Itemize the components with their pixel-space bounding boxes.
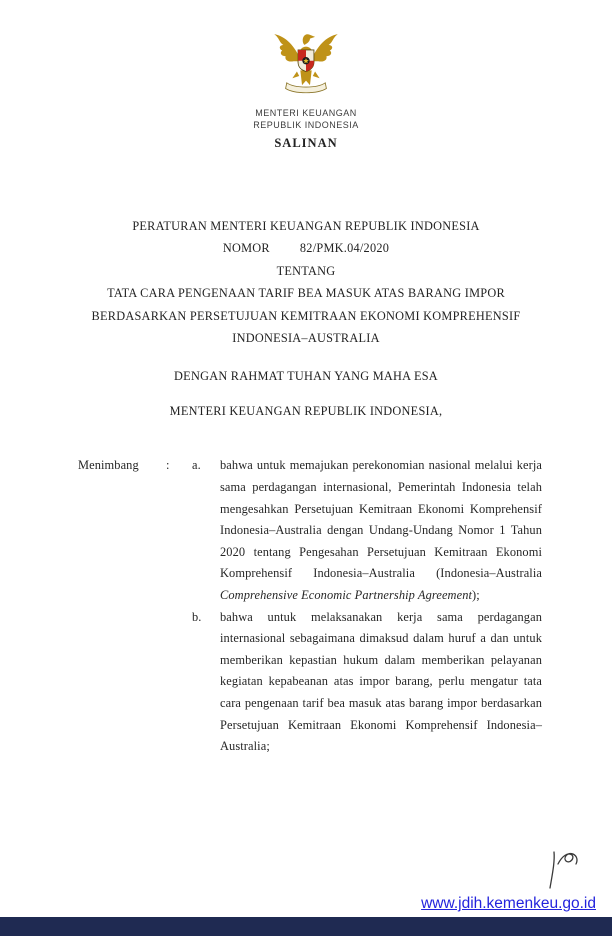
menimbang-label: Menimbang (78, 458, 139, 473)
nomor-value: 82/PMK.04/2020 (299, 241, 390, 256)
tentang-label: TENTANG (276, 263, 336, 278)
ministry-line1: MENTERI KEUANGAN (255, 108, 357, 118)
regulation-number-line (0, 237, 612, 259)
item-marker: a. (192, 458, 201, 473)
menimbang-colon: : (166, 458, 170, 473)
item-text (220, 607, 542, 758)
salinan-label: SALINAN (274, 136, 338, 150)
regulation-title-line: PERATURAN MENTERI KEUANGAN REPUBLIK INDONESIA (132, 219, 480, 233)
footer-bar (0, 917, 612, 936)
title-block (0, 215, 612, 349)
ministry-name (0, 108, 612, 131)
pancasila-shield (298, 50, 314, 72)
menteri-line: MENTERI KEUANGAN REPUBLIK INDONESIA, (169, 404, 443, 419)
emblem-wrap (0, 0, 612, 105)
nomor-label: NOMOR (222, 241, 270, 256)
item-text (220, 455, 542, 606)
item-text-italic: Comprehensive Economic Partnership Agreement (220, 588, 473, 602)
rahmat-line: DENGAN RAHMAT TUHAN YANG MAHA ESA (174, 369, 438, 384)
subject-line-2: BERDASARKAN PERSETUJUAN KEMITRAAN EKONOMI KOMPREHENSIF (91, 308, 521, 323)
subject-line-1: TATA CARA PENGENAAN TARIF BEA MASUK ATAS BARANG IMPOR (107, 286, 505, 301)
item-text-normal: bahwa untuk melaksanakan kerja sama perdagangan internasional sebagaimana dimaksud dalam huruf a dan untuk memberikan kepastian hukum dalam memberikan pelayanan kegiatan kepabeanan atas impor barang, perlu mengatur tata cara pengenaan tarif bea masuk atas barang impor berdasarkan Persetujuan Kemitraan Ekonomi Komprehensif Indonesia–Australia; (220, 609, 542, 754)
item-text-after: ); (472, 588, 480, 602)
list-item (192, 455, 542, 606)
ministry-line2: REPUBLIK INDONESIA (253, 119, 359, 130)
garuda-pancasila-emblem (272, 26, 340, 100)
list-item (192, 607, 542, 758)
menimbang-section (0, 455, 612, 757)
item-text-normal: bahwa untuk memajukan perekonomian nasional melalui kerja sama perdagangan internasional, Pemerintah Indonesia telah mengesahkan Persetujuan Kemitraan Ekonomi Komprehensif Indonesia–Australia dengan Undang-Undang Nomor 1 Tahun 2020 tentang Pengesahan Persetujuan Kemitraan Ekonomi Komprehensif Indonesia–Australia (Indonesia–Australia (220, 458, 542, 581)
item-marker: b. (192, 609, 202, 624)
jdih-link[interactable]: www.jdih.kemenkeu.go.id (421, 895, 596, 912)
signature-mark (540, 848, 582, 892)
menimbang-items (192, 455, 542, 757)
subject-line-3: INDONESIA–AUSTRALIA (232, 331, 380, 346)
emblem-ribbon (286, 83, 327, 93)
